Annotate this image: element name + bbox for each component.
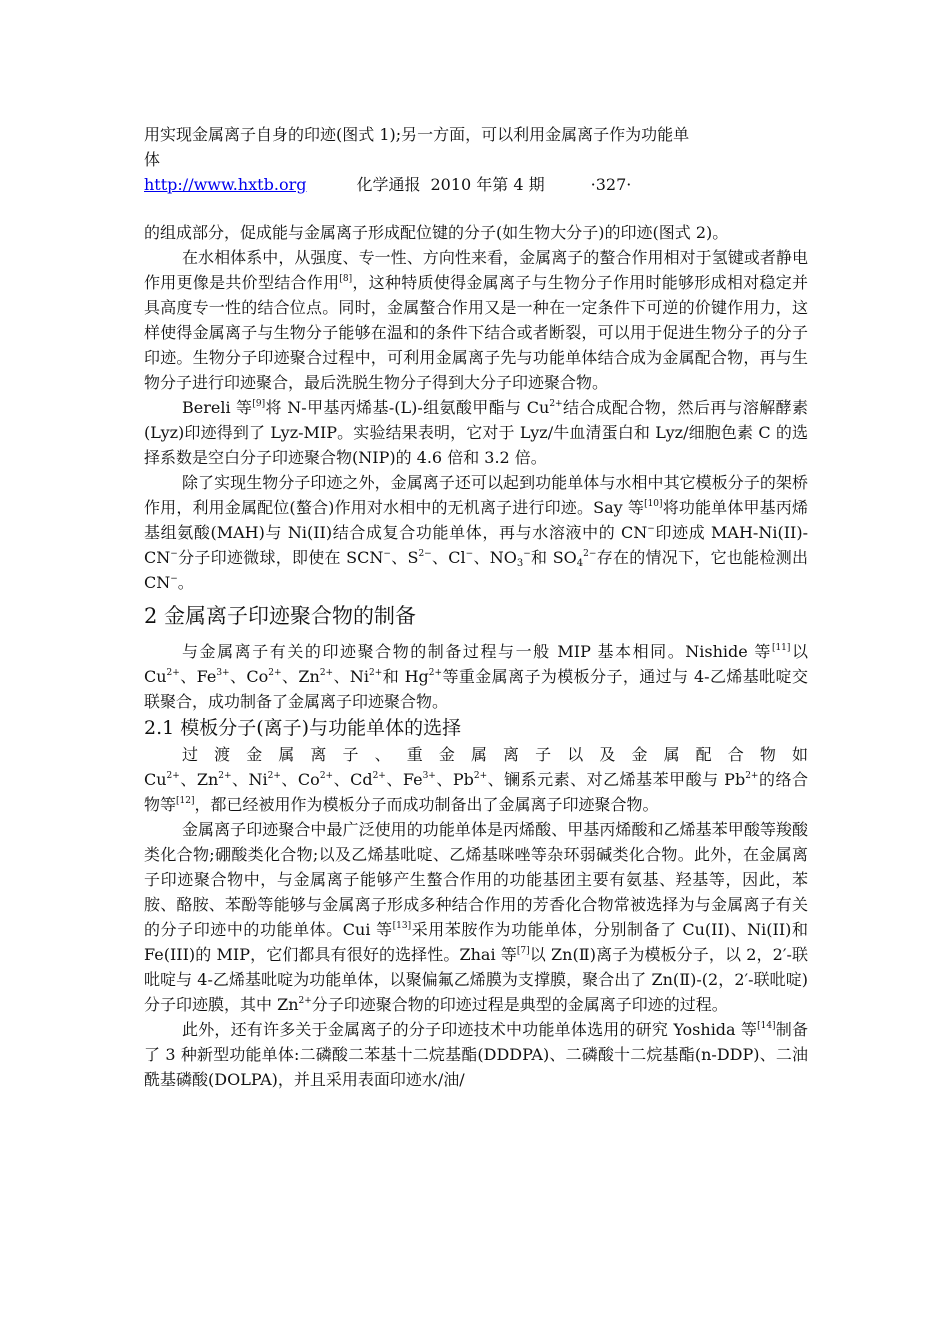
paragraph-5-text-d: 、Co bbox=[229, 667, 269, 686]
paragraph-4-text-c: 印迹成 MAH-Ni(II)-CN bbox=[144, 523, 808, 567]
citation-7: [7] bbox=[516, 946, 530, 956]
paragraph-6-text-i: 的络合物等 bbox=[144, 770, 808, 814]
paragraph-6-text-c: 、Ni bbox=[231, 770, 268, 789]
paragraph-4-text-g: 、NO bbox=[473, 548, 517, 567]
citation-11: [11] bbox=[771, 643, 791, 653]
journal-issue: 2010 年第 4 期 bbox=[430, 175, 545, 194]
charge-sup: − bbox=[465, 549, 474, 559]
journal-name: 化学通报 bbox=[356, 175, 421, 194]
paragraph-7-text-b: 采用苯胺作为功能单体，分别制备了 Cu(II)、Ni(II)和 Fe(III)的 MIP，它们都具有很好的选择性。Zhai 等 bbox=[144, 920, 808, 964]
paragraph-5 bbox=[144, 639, 808, 714]
charge-sup: − bbox=[170, 574, 178, 584]
paragraph-3-text-c: 结合成配合物，然后再与溶解酵素(Lyz)印迹得到了 Lyz-MIP。实验结果表明，它对于 Lyz/牛血清蛋白和 Lyz/细胞色素 C 的选择系数是空白分子印迹聚合物(NIP)的 4.6 倍和 3.2 倍。 bbox=[144, 398, 808, 467]
charge-sup: 3+ bbox=[216, 668, 230, 678]
paragraph-8-text-b: 制备了 3 种新型功能单体:二磷酸二苯基十二烷基酯(DDDPA)、二磷酸十二烷基酯(n-DDP)、二油酰基磷酸(DOLPA)，并且采用表面印迹水/油/ bbox=[144, 1020, 808, 1089]
paragraph-6-text-a: Cu bbox=[144, 770, 167, 789]
charge-sup: 2+ bbox=[319, 771, 334, 781]
charge-sup: 2+ bbox=[549, 399, 563, 409]
journal-url-link[interactable]: http://www.hxtb.org bbox=[144, 175, 307, 194]
charge-sup: 2+ bbox=[268, 668, 282, 678]
paragraph-7 bbox=[144, 817, 808, 1017]
paragraph-5-text-g: 和 Hg bbox=[382, 667, 429, 686]
top-paragraph bbox=[144, 122, 808, 172]
charge-sup: 3+ bbox=[422, 771, 436, 781]
paragraph-8 bbox=[144, 1017, 808, 1092]
charge-sup: − bbox=[647, 524, 655, 534]
paragraph-6-text-j: ，都已经被用作为模板分子而成功制备出了金属离子印迹聚合物。 bbox=[194, 795, 659, 814]
charge-sup: − bbox=[383, 549, 391, 559]
citation-9: [9] bbox=[252, 399, 266, 409]
paragraph-6-text-g: 、Pb bbox=[435, 770, 474, 789]
citation-8: [8] bbox=[339, 274, 353, 284]
paragraph-3 bbox=[144, 395, 808, 470]
top-paragraph-line2: 体 bbox=[144, 150, 161, 169]
charge-sup: 2+ bbox=[298, 996, 312, 1006]
paragraph-2-text-a: 在水相体系中，从强度、专一性、方向性来看，金属离子的螯合作用相对于氢键或者静电作用更像是共价型结合作用 bbox=[144, 248, 808, 292]
charge-sup: 2+ bbox=[369, 668, 383, 678]
paragraph-8-text-a: 此外，还有许多关于金属离子的分子印迹技术中功能单体选用的研究 Yoshida 等 bbox=[182, 1020, 758, 1039]
paragraph-2-text-b: ，这种特质使得金属离子与生物分子作用时能够形成相对稳定并具高度专一性的结合位点。同时，金属螯合作用又是一种在一定条件下可逆的价键作用力，这样使得金属离子与生物分子能够在温和的条件下结合或者断裂，可以用于促进生物分子的分子印迹。生物分子印迹聚合过程中，可利用金属离子先与功能单体结合成为金属配合物，再与生物分子进行印迹聚合，最后洗脱生物分子得到大分子印迹聚合物。 bbox=[144, 273, 808, 392]
paragraph-6-line-1: 过渡金属离子、重金属离子以及金属配合物如 bbox=[182, 745, 808, 764]
citation-14: [14] bbox=[757, 1021, 776, 1031]
paragraph-7-text-c: 以 Zn(Ⅱ)离子为模板分子，以 2，2′-联吡啶与 4-乙烯基吡啶为功能单体，以聚偏氟乙烯膜为支撑膜，聚合出了 Zn(Ⅱ)-(2，2′-联吡啶)分子印迹膜，其中 Zn bbox=[144, 945, 808, 1014]
charge-sup: 2+ bbox=[218, 771, 232, 781]
paragraph-6-text-b: 、Zn bbox=[179, 770, 219, 789]
paragraph-4 bbox=[144, 470, 808, 595]
paragraph-1: 的组成部分，促成能与金属离子形成配位键的分子(如生物大分子)的印迹(图式 2)。 bbox=[144, 223, 729, 242]
journal-header bbox=[144, 172, 808, 197]
charge-sup: 2+ bbox=[319, 668, 334, 678]
paragraph-4-text-a: 除了实现生物分子印迹之外，金属离子还可以起到功能单体与水相中其它模板分子的架桥作用，利用金属配位(螯合)作用对水相中的无机离子进行印迹。Say 等 bbox=[144, 473, 808, 517]
paragraph-4-text-f: 、Cl bbox=[431, 548, 466, 567]
page-number: ·327· bbox=[590, 175, 632, 194]
paragraph-6-text-f: 、Fe bbox=[385, 770, 423, 789]
paragraph-6-text-d: 、Co bbox=[280, 770, 320, 789]
paragraph-2 bbox=[144, 245, 808, 395]
charge-sup: 2+ bbox=[166, 668, 180, 678]
paragraph-5-text-f: 、Ni bbox=[333, 667, 370, 686]
paragraph-3-text-b: 将 N-甲基丙烯基-(L)-组氨酸甲酯与 Cu bbox=[265, 398, 550, 417]
paragraph-5-text-c: 、Fe bbox=[179, 667, 217, 686]
document-page bbox=[144, 122, 808, 1092]
paragraph-4-text-h: 和 SO bbox=[530, 548, 577, 567]
subsection-heading-2-1: 2.1 模板分子(离子)与功能单体的选择 bbox=[144, 717, 462, 739]
paragraph-4-text-d: 分子印迹微球，即使在 SCN bbox=[177, 548, 384, 567]
top-paragraph-line1: 用实现金属离子自身的印迹(图式 1);另一方面，可以利用金属离子作为功能单 bbox=[144, 125, 690, 144]
paragraph-5-text-h: 等重金属离子为模板分子，通过与 4-乙烯基吡啶交联聚合，成功制备了金属离子印迹聚合物。 bbox=[144, 667, 808, 711]
charge-sup: 2+ bbox=[428, 668, 443, 678]
citation-10: [10] bbox=[644, 499, 663, 509]
paragraph-7-text-a: 金属离子印迹聚合中最广泛使用的功能单体是丙烯酸、甲基丙烯酸和乙烯基苯甲酸等羧酸类化合物;硼酸类化合物;以及乙烯基吡啶、乙烯基咪唑等杂环弱碱类化合物。此外，在金属离子印迹聚合物中，与金属离子能够产生螯合作用的功能基团主要有氨基、羟基等，因此，苯胺、酪胺、苯酚等能够与金属离子形成多种结合作用的芳香化合物常被选择为与金属离子有关的分子印迹中的功能单体。Cui 等 bbox=[144, 820, 808, 939]
paragraph-7-text-d: 分子印迹聚合物的印迹过程是典型的金属离子印迹的过程。 bbox=[311, 995, 728, 1014]
paragraph-4-text-e: 、S bbox=[390, 548, 419, 567]
citation-12: [12] bbox=[176, 796, 195, 806]
charge-sup: 2+ bbox=[166, 771, 180, 781]
subscript: 3 bbox=[516, 558, 524, 569]
paragraph-6-text-h: 、镧系元素、对乙烯基苯甲酸与 Pb bbox=[487, 770, 746, 789]
paragraph-5-text-e: 、Zn bbox=[281, 667, 320, 686]
charge-sup: − bbox=[523, 549, 531, 559]
paragraph-5-text-b: 以 Cu bbox=[144, 642, 808, 686]
paragraph-4-text-b: 将功能单体甲基丙烯基组氨酸(MAH)与 Ni(II)结合成复合功能单体，再与水溶液中的 CN bbox=[144, 498, 808, 542]
charge-sup: 2− bbox=[583, 549, 597, 559]
paragraph-6-text-e: 、Cd bbox=[333, 770, 373, 789]
paragraph-3-text-a: Bereli 等 bbox=[182, 398, 253, 417]
paragraph-4-text-i: 存在的情况下，它也能检测出 CN bbox=[144, 548, 808, 592]
charge-sup: − bbox=[170, 549, 178, 559]
charge-sup: 2+ bbox=[372, 771, 386, 781]
charge-sup: 2+ bbox=[745, 771, 759, 781]
paragraph-5-text-a: 与金属离子有关的印迹聚合物的制备过程与一般 MIP 基本相同。Nishide 等 bbox=[182, 642, 772, 661]
charge-sup: 2− bbox=[418, 549, 432, 559]
paragraph-6 bbox=[144, 767, 808, 817]
section-heading-2: 2 金属离子印迹聚合物的制备 bbox=[144, 604, 417, 628]
subscript: 4 bbox=[576, 558, 584, 569]
paragraph-4-text-j: 。 bbox=[177, 573, 194, 592]
citation-13: [13] bbox=[392, 921, 412, 931]
charge-sup: 2+ bbox=[473, 771, 488, 781]
charge-sup: 2+ bbox=[267, 771, 281, 781]
